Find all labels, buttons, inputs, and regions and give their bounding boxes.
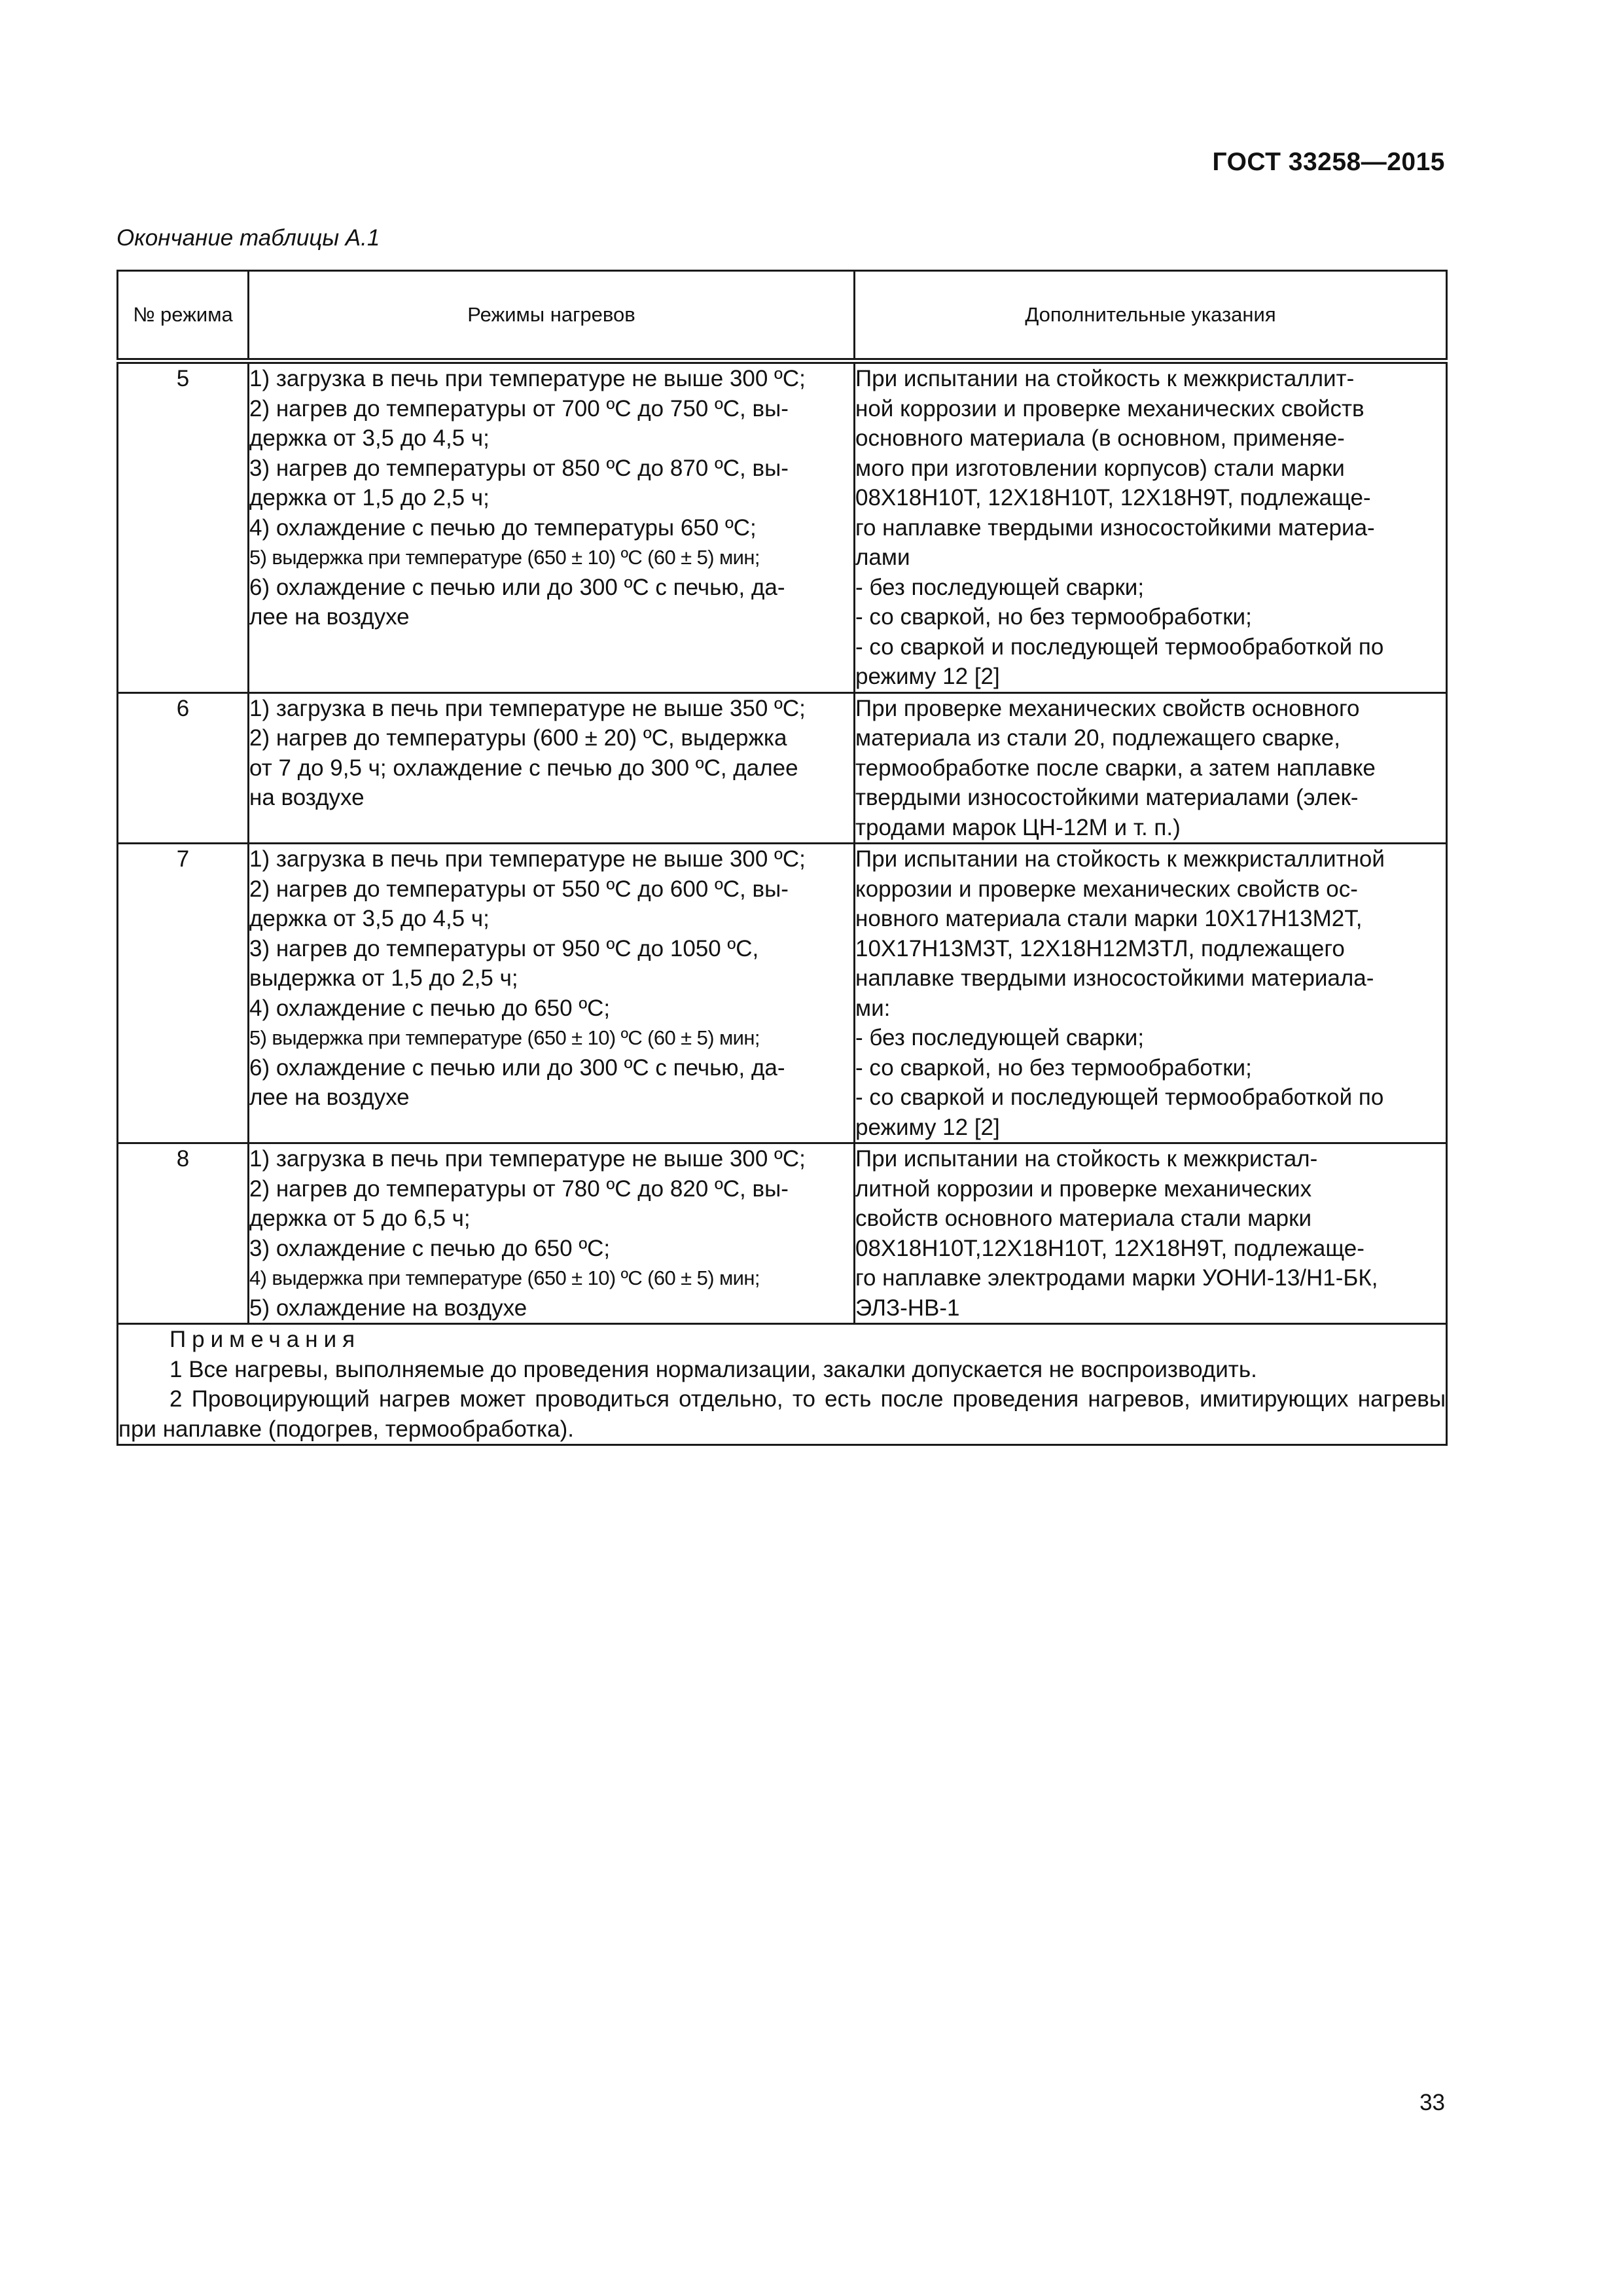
mode-line: лее на воздухе xyxy=(249,604,410,630)
note-text-line: 08Х18Н10Т, 12Х18Н10Т, 12Х18Н9Т, подлежаще- xyxy=(855,485,1371,511)
mode-line: 2) нагрев до температуры от 780 ºС до 820 ºС, вы- xyxy=(249,1175,789,1202)
note-item: 2 Провоцирующий нагрев может проводиться отдельно, то есть после проведения нагревов, имитирующих нагревы при наплавке (подогрев, термообработка). xyxy=(118,1386,1446,1442)
table-header-row xyxy=(118,271,1447,361)
note-text-line: 08Х18Н10Т,12Х18Н10Т, 12Х18Н9Т, подлежаще- xyxy=(855,1235,1364,1261)
mode-line: 3) нагрев до температуры от 950 ºС до 1050 ºС, xyxy=(249,935,759,961)
heating-modes-cell xyxy=(249,692,855,844)
note-text-line: лами xyxy=(855,545,910,570)
note-text-line: - со сваркой, но без термообработки; xyxy=(855,1054,1252,1081)
note-text-line: - со сваркой и последующей термообработкой по xyxy=(855,1085,1384,1110)
mode-line: 2) нагрев до температуры от 700 ºС до 750 ºС, вы- xyxy=(249,395,789,422)
additional-notes-cell xyxy=(855,692,1447,844)
mode-line: 1) загрузка в печь при температуре не выше 350 ºС; xyxy=(249,695,806,721)
notes-row xyxy=(118,1324,1447,1445)
table-caption: Окончание таблицы А.1 xyxy=(116,225,380,251)
mode-number-cell: 5 xyxy=(118,361,249,693)
note-text-line: ми: xyxy=(855,995,891,1021)
note-text-line: го наплавке твердыми износостойкими материа- xyxy=(855,514,1375,541)
note-text-line: коррозии и проверке механических свойств ос- xyxy=(855,876,1358,902)
note-text-line: наплавке твердыми износостойкими материала- xyxy=(855,965,1374,991)
heating-modes-cell xyxy=(249,844,855,1143)
mode-line: на воздухе xyxy=(249,785,365,810)
mode-line: 5) охлаждение на воздухе xyxy=(249,1295,527,1321)
note-text-line: термообработке после сварки, а затем наплавке xyxy=(855,755,1376,781)
mode-line: держка от 5 до 6,5 ч; xyxy=(249,1206,471,1231)
note-text-line: основного материала (в основном, применяе- xyxy=(855,425,1345,451)
mode-line: выдержка от 1,5 до 2,5 ч; xyxy=(249,965,518,991)
note-text-line: тродами марок ЦН-12М и т. п.) xyxy=(855,814,1181,840)
note-text-line: - со сваркой, но без термообработки; xyxy=(855,604,1252,630)
header-mode-number: № режима xyxy=(118,271,249,361)
mode-line: 1) загрузка в печь при температуре не выше 300 ºС; xyxy=(249,366,806,391)
note-text-line: 10Х17Н13М3Т, 12Х18Н12М3ТЛ, подлежащего xyxy=(855,935,1345,961)
note-text-line: режиму 12 [2] xyxy=(855,664,1000,689)
mode-line: 4) выдержка при температуре (650 ± 10) ºС (60 ± 5) мин; xyxy=(249,1266,760,1289)
mode-number-cell: 7 xyxy=(118,844,249,1143)
mode-number-cell: 6 xyxy=(118,692,249,844)
table-row xyxy=(118,692,1447,844)
mode-line: держка от 1,5 до 2,5 ч; xyxy=(249,485,490,511)
note-text-line: литной коррозии и проверке механических xyxy=(855,1175,1312,1202)
additional-notes-cell xyxy=(855,844,1447,1143)
additional-notes-cell xyxy=(855,361,1447,693)
heating-modes-table xyxy=(116,270,1448,1446)
mode-line: 2) нагрев до температуры от 550 ºС до 600 ºС, вы- xyxy=(249,876,789,902)
mode-line: 3) нагрев до температуры от 850 ºС до 870 ºС, вы- xyxy=(249,455,789,481)
note-text-line: При проверке механических свойств основного xyxy=(855,695,1360,721)
document-code: ГОСТ 33258—2015 xyxy=(1212,148,1445,176)
mode-line: от 7 до 9,5 ч; охлаждение с печью до 300 ºС, далее xyxy=(249,755,798,781)
note-text-line: мого при изготовлении корпусов) стали марки xyxy=(855,455,1345,481)
mode-line: держка от 3,5 до 4,5 ч; xyxy=(249,906,490,931)
note-text-line: При испытании на стойкость к межкристаллит- xyxy=(855,366,1355,391)
mode-line: 6) охлаждение с печью или до 300 ºС с печью, да- xyxy=(249,574,785,600)
table-row xyxy=(118,844,1447,1143)
note-text-line: ной коррозии и проверке механических свойств xyxy=(855,395,1364,422)
mode-line: 6) охлаждение с печью или до 300 ºС с печью, да- xyxy=(249,1054,785,1081)
note-text-line: свойств основного материала стали марки xyxy=(855,1206,1312,1231)
mode-line: 1) загрузка в печь при температуре не выше 300 ºС; xyxy=(249,846,806,872)
mode-line: 1) загрузка в печь при температуре не выше 300 ºС; xyxy=(249,1146,806,1172)
note-text-line: - без последующей сварки; xyxy=(855,1025,1145,1050)
page-number: 33 xyxy=(1419,2090,1445,2115)
mode-line: 4) охлаждение с печью до температуры 650 ºС; xyxy=(249,514,757,541)
note-text-line: новного материала стали марки 10Х17Н13М2Т, xyxy=(855,906,1363,931)
notes-title: Примечания xyxy=(169,1327,361,1352)
note-text-line: При испытании на стойкость к межкристал- xyxy=(855,1146,1318,1172)
header-additional-notes: Дополнительные указания xyxy=(855,271,1447,361)
mode-number-cell: 8 xyxy=(118,1143,249,1324)
heating-modes-cell xyxy=(249,1143,855,1324)
header-heating-modes: Режимы нагревов xyxy=(249,271,855,361)
mode-line: 2) нагрев до температуры (600 ± 20) ºС, выдержка xyxy=(249,725,787,751)
note-text-line: режиму 12 [2] xyxy=(855,1114,1000,1140)
mode-line: 5) выдержка при температуре (650 ± 10) ºС (60 ± 5) мин; xyxy=(249,1026,760,1049)
note-text-line: - без последующей сварки; xyxy=(855,574,1145,600)
mode-line: 5) выдержка при температуре (650 ± 10) ºС (60 ± 5) мин; xyxy=(249,546,760,569)
note-item: 1 Все нагревы, выполняемые до проведения нормализации, закалки допускается не воспроизводить. xyxy=(169,1356,1257,1382)
note-text-line: го наплавке электродами марки УОНИ-13/Н1-БК, xyxy=(855,1265,1378,1291)
table-row xyxy=(118,361,1447,693)
heating-modes-cell xyxy=(249,361,855,693)
table-row xyxy=(118,1143,1447,1324)
note-text-line: материала из стали 20, подлежащего сварке, xyxy=(855,725,1340,751)
additional-notes-cell xyxy=(855,1143,1447,1324)
note-text-line: - со сваркой и последующей термообработкой по xyxy=(855,634,1384,660)
mode-line: 3) охлаждение с печью до 650 ºС; xyxy=(249,1235,611,1261)
mode-line: 4) охлаждение с печью до 650 ºС; xyxy=(249,995,611,1021)
note-text-line: ЭЛЗ-НВ-1 xyxy=(855,1295,960,1321)
notes-cell xyxy=(118,1324,1447,1445)
mode-line: держка от 3,5 до 4,5 ч; xyxy=(249,425,490,451)
mode-line: лее на воздухе xyxy=(249,1085,410,1110)
note-text-line: При испытании на стойкость к межкристаллитной xyxy=(855,846,1385,872)
note-text-line: твердыми износостойкими материалами (элек- xyxy=(855,785,1359,810)
